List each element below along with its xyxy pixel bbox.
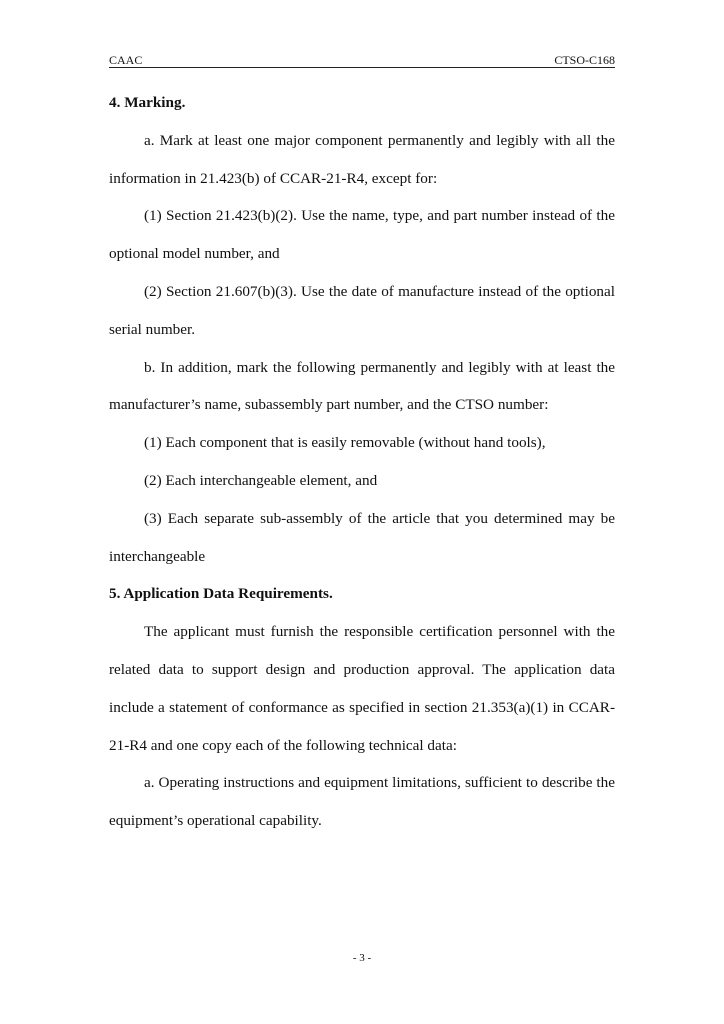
paragraph: a. Mark at least one major component permanently and legibly with all the information in 21.423(b) of CCAR-21-R4, except for: — [109, 131, 615, 187]
paragraph: b. In addition, mark the following permanently and legibly with at least the manufacturer’s name, subassembly part number, and the CTSO number: — [109, 358, 615, 414]
paragraph: (1) Section 21.423(b)(2). Use the name, type, and part number instead of the optional model number, and — [109, 207, 615, 263]
paragraph: a. Operating instructions and equipment limitations, sufficient to describe the equipment’s operational capability. — [109, 774, 615, 830]
page-number: - 3 - — [352, 952, 372, 964]
header-right-label: CTSO-C168 — [554, 53, 615, 67]
header-divider — [109, 67, 615, 68]
section-heading-marking: 4. Marking. — [109, 94, 186, 111]
paragraph: The applicant must furnish the responsible certification personnel with the related data to support design and production approval. The application data include a statement of conformance as specified in section 21.353(a)(1) in CCAR-21-R4 and one copy each of the following technical data: — [109, 623, 615, 754]
header-left-label: CAAC — [109, 53, 143, 67]
paragraph: (3) Each separate sub-assembly of the article that you determined may be interchangeable — [109, 509, 615, 565]
section-heading-application-data: 5. Application Data Requirements. — [109, 585, 333, 603]
paragraph: (2) Section 21.607(b)(3). Use the date of manufacture instead of the optional serial number. — [109, 282, 615, 338]
document-body — [109, 84, 615, 840]
paragraph: (2) Each interchangeable element, and — [144, 471, 378, 489]
paragraph: (1) Each component that is easily removable (without hand tools), — [144, 434, 546, 452]
